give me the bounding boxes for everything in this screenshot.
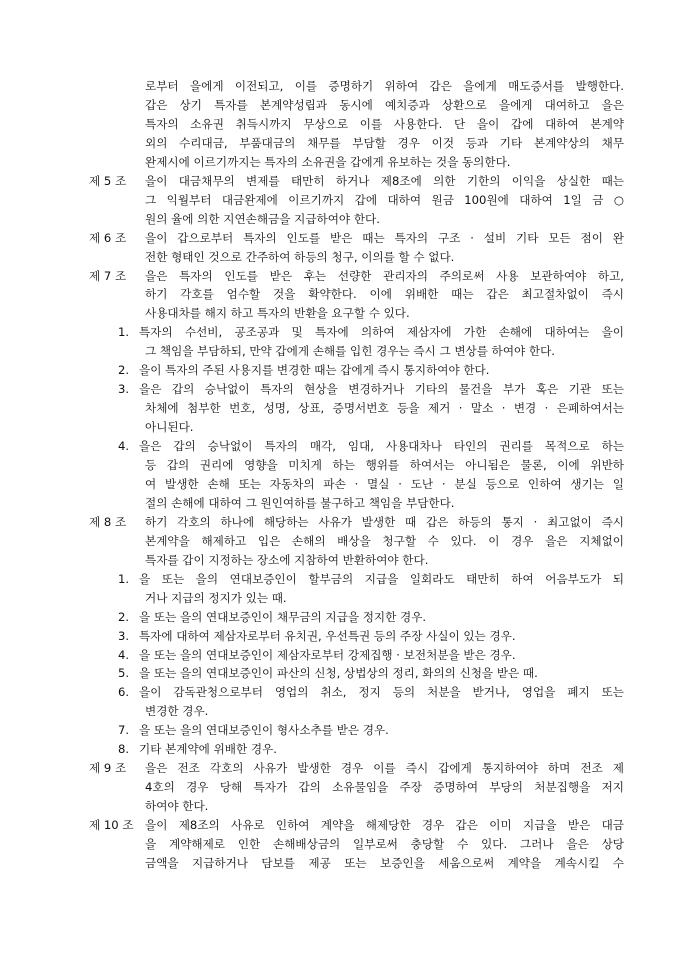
document-line	[0, 456, 680, 474]
continuation-text: 차체에 첨부한 번호, 성명, 상표, 증명서번호 등을 제거 · 말소 · 변경 · 은폐하여서는	[145, 401, 624, 416]
document-line	[0, 513, 680, 531]
article-label: 제 9 조	[89, 761, 127, 776]
document-line	[0, 115, 680, 133]
item-number: 5.	[118, 666, 130, 681]
item-text: 을은 갑의 승낙없이 특자의 현상을 변경하거나 기타의 물건을 부가 혹은 기관 또는	[139, 382, 624, 397]
item-text: 기타 본계약에 위배한 경우.	[139, 742, 277, 757]
document-line	[0, 646, 680, 664]
continuation-text: 거나 지급의 정지가 있는 때.	[145, 590, 287, 605]
document-line	[0, 797, 680, 815]
item-number: 4.	[118, 647, 130, 662]
document-line	[0, 342, 680, 360]
document-line	[0, 437, 680, 455]
document-line	[0, 778, 680, 796]
item-number: 2.	[118, 609, 130, 624]
article-label: 제 6 조	[89, 230, 127, 245]
continuation-text: 등 갑의 권리에 영향을 미치게 하는 행위를 하여서는 아니됨은 물론, 이에 위반하	[145, 458, 624, 472]
document-line	[0, 210, 680, 228]
continuation-text: 본계약을 해제하고 입은 손해의 배상을 청구할 수 있다. 이 경우 을은 지체없이	[145, 533, 624, 548]
item-text: 을 또는 을의 연대보증인이 할부금의 지급을 일회라도 태만히 하여 어음부도가 되	[139, 571, 624, 586]
continuation-text: 아니된다.	[145, 420, 194, 435]
item-text: 을 또는 을의 연대보증인이 형사소추를 받은 경우.	[139, 723, 389, 738]
item-text: 특자에 대하여 제삼자로부터 유치권, 우선특권 등의 주장 사실이 있는 경우.	[139, 628, 516, 643]
article-text: 을이 제8조의 사유로 인하여 계약을 해제당한 경우 갑은 이미 지급을 받은 대금	[145, 818, 624, 833]
document-line	[0, 759, 680, 777]
continuation-text: 원의 율에 의한 지연손해금을 지급하여야 한다.	[145, 211, 380, 226]
document-line	[0, 191, 680, 209]
document-line	[0, 380, 680, 398]
document-line	[0, 721, 680, 739]
document-line	[0, 229, 680, 247]
item-number: 2.	[118, 363, 130, 378]
item-number: 3.	[118, 382, 130, 397]
document-line	[0, 702, 680, 720]
document-line	[0, 77, 680, 95]
item-number: 6.	[118, 685, 130, 700]
document-line	[0, 589, 680, 607]
continuation-text: 4호의 경우 당해 특자가 갑의 소유물임을 주장 증명하여 부당의 처분집행을 저지	[145, 780, 624, 795]
document-line	[0, 134, 680, 152]
item-text: 을이 감독관청으로부터 영업의 취소, 정지 등의 처분을 받거나, 영업을 폐지 또는	[139, 685, 624, 700]
item-text: 을 또는 을의 연대보증인이 채무금의 지급을 정지한 경우.	[139, 609, 427, 624]
document-line	[0, 835, 680, 853]
article-text: 을은 전조 각호의 사유가 발생한 경우 이를 즉시 갑에게 통지하여야 하며 전조 제	[145, 761, 624, 776]
document-line	[0, 285, 680, 303]
document-line	[0, 627, 680, 645]
continuation-text: 특자를 갑이 지정하는 장소에 지참하여 반환하여야 한다.	[145, 552, 429, 567]
document-line	[0, 361, 680, 379]
item-text: 특자의 수선비, 공조공과 및 특자에 의하여 제삼자에 가한 손해에 대하여는 을이	[139, 325, 624, 340]
article-label: 제 10 조	[89, 818, 134, 833]
document-line	[0, 494, 680, 512]
item-number: 1.	[118, 571, 130, 586]
continuation-text: 완제시에 이르기까지는 특자의 소유권을 갑에게 유보하는 것을 동의한다.	[145, 154, 511, 169]
item-number: 8.	[118, 742, 130, 757]
item-number: 7.	[118, 723, 130, 738]
document-line	[0, 664, 680, 682]
item-number: 1.	[118, 325, 130, 340]
document-line	[0, 399, 680, 417]
document-line	[0, 418, 680, 436]
document-line	[0, 248, 680, 266]
item-text: 을은 갑의 승낙없이 특자의 매각, 임대, 사용대차나 타인의 권리를 목적으로 하는	[139, 439, 624, 454]
document-line	[0, 267, 680, 285]
document-line	[0, 172, 680, 190]
continuation-text: 하여야 한다.	[145, 799, 209, 814]
continuation-text: 갑은 상기 특자를 본계약성립과 동시에 예치증과 상환으로 을에게 대여하고 을은	[145, 97, 624, 112]
continuation-text: 전한 형태인 것으로 간주하여 하등의 청구, 이의를 할 수 없다.	[145, 249, 455, 264]
document-line	[0, 551, 680, 569]
continuation-text: 그 책임을 부담하되, 만약 갑에게 손해를 입힌 경우는 즉시 그 변상를 하여야 한다.	[145, 344, 555, 359]
document-line	[0, 96, 680, 114]
document-line	[0, 740, 680, 758]
continuation-text: 그 익월부터 대금완제에 이르기까지 갑에 대하여 원금 100원에 대하여 1일 금 ○	[145, 192, 624, 207]
document-line	[0, 683, 680, 701]
document-line	[0, 475, 680, 493]
continuation-text: 을 계약해제로 인한 손해배상금의 일부로써 충당할 수 있다. 그러나 을은 상당	[145, 837, 624, 851]
article-text: 을이 갑으로부터 특자의 인도를 받은 때는 특자의 구조 · 설비 기타 모든 점이 완	[145, 230, 624, 245]
continuation-text: 특자의 소유권 취득시까지 무상으로 이를 사용한다. 단 을이 갑에 대하여 본계약	[145, 116, 624, 131]
continuation-text: 외의 수리대금, 부품대금의 채무를 부담할 경우 이것 등과 기타 본계약상의 채무	[145, 135, 624, 150]
document-line	[0, 608, 680, 626]
document-line	[0, 816, 680, 834]
continuation-text: 로부터 을에게 이전되고, 이를 증명하기 위하여 갑은 을에게 매도증서를 발행한다.	[145, 79, 624, 93]
continuation-text: 금액을 지급하거나 담보를 제공 또는 보증인을 세움으로써 계약을 계속시킬 수	[145, 855, 624, 870]
continuation-text: 여 발생한 손해 또는 자동차의 파손 · 멸실 · 도난 · 분실 등으로 인하여 생기는 일	[145, 476, 624, 491]
document-line	[0, 323, 680, 341]
item-text: 을 또는 을의 연대보증인이 제삼자로부터 강제집행 · 보전처분을 받은 경우.	[139, 647, 516, 662]
article-text: 을이 대금채무의 변제를 태만히 하거나 제8조에 의한 기한의 이익을 상실한 때는	[145, 173, 624, 188]
continuation-text: 하기 각호를 엄수할 것을 확약한다. 이에 위배한 때는 갑은 최고절차없이 즉시	[145, 287, 624, 302]
document-line	[0, 532, 680, 550]
article-text: 하기 각호의 하나에 해당하는 사유가 발생한 때 갑은 하등의 통지 · 최고없이 즉시	[145, 514, 624, 529]
article-label: 제 5 조	[89, 173, 127, 188]
article-text: 을은 특자의 인도를 받은 후는 선량한 관리자의 주의로써 사용 보관하여야 하고,	[145, 268, 624, 283]
article-label: 제 7 조	[89, 268, 127, 283]
item-text: 을이 특자의 주된 사용지를 변경한 때는 갑에게 즉시 통지하여야 한다.	[139, 363, 490, 378]
item-number: 4.	[118, 439, 130, 454]
document-line	[0, 570, 680, 588]
continuation-text: 절의 손해에 대하여 그 원인여하를 불구하고 책임을 부담한다.	[145, 495, 455, 510]
continuation-text: 사용대차를 해지 하고 특자의 반환을 요구할 수 있다.	[145, 306, 410, 321]
document-line	[0, 304, 680, 322]
item-number: 3.	[118, 628, 130, 643]
item-text: 을 또는 을의 연대보증인이 파산의 신청, 상법상의 정리, 화의의 신청을 받은 때.	[139, 666, 538, 681]
article-label: 제 8 조	[89, 514, 127, 529]
document-line	[0, 153, 680, 171]
document-line	[0, 854, 680, 872]
continuation-text: 변경한 경우.	[145, 704, 209, 719]
